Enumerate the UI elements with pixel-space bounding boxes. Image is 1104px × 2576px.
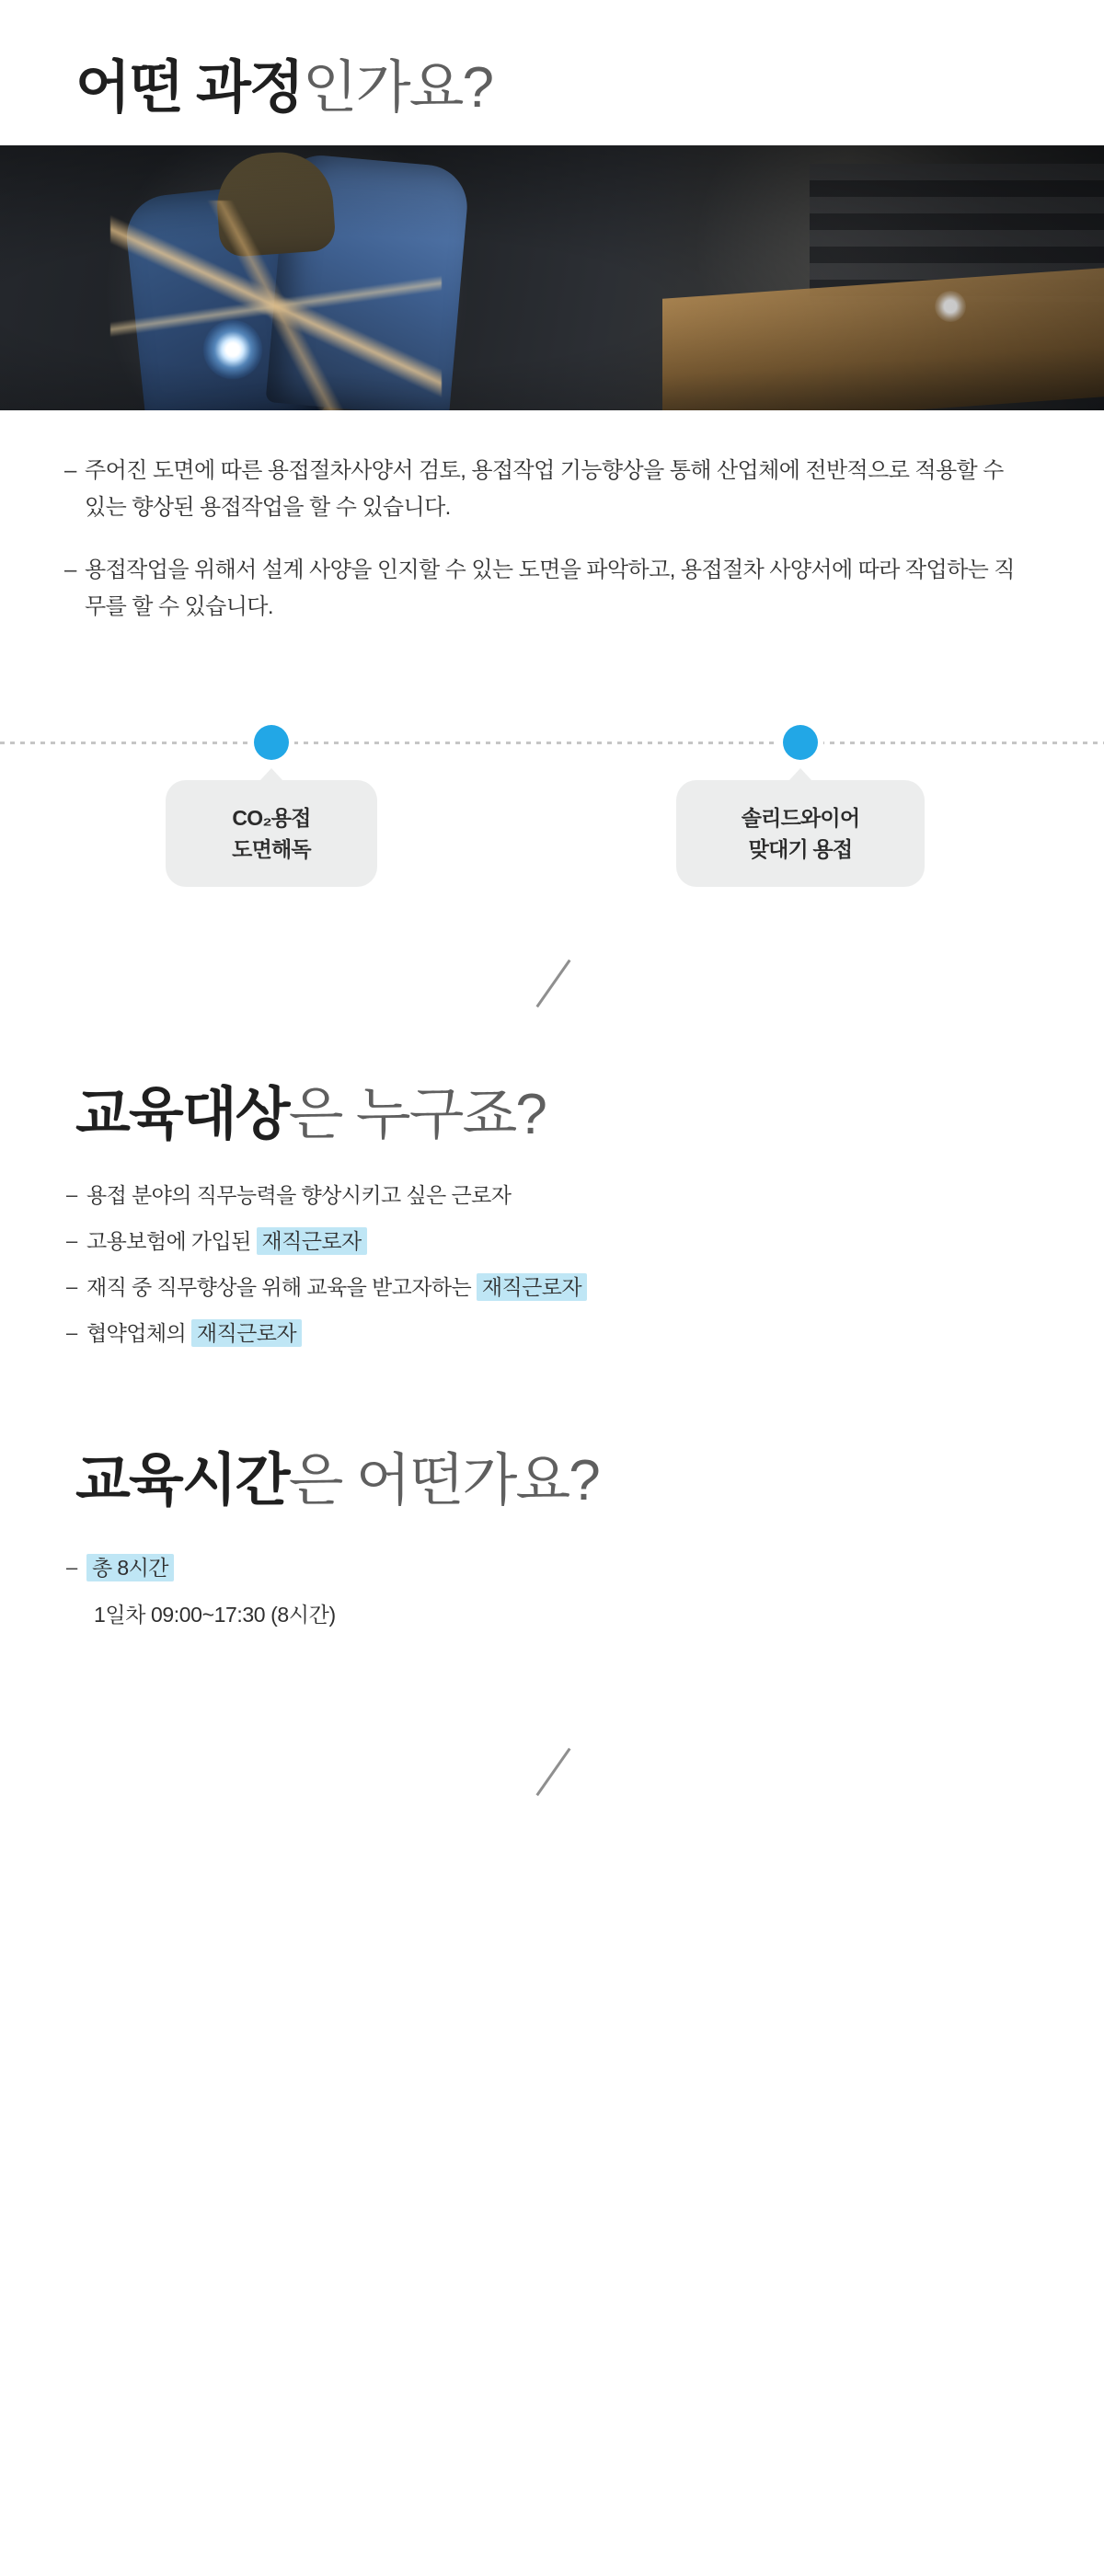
bottom-spacer (0, 1808, 1104, 1918)
page-title-hours (0, 1362, 1104, 1544)
timeline-bubble-line1: 솔리드와이어 (741, 806, 860, 831)
dash-marker: – (64, 558, 77, 583)
course-description-text: 주어진 도면에 따른 용접절차사양서 검토, 용접작업 기능향상을 통해 산업체에 전반적으로 적용할 수 있는 향상된 용접작업을 할 수 있습니다. (85, 458, 1004, 521)
page-title-hours-strong: 교육시간 (75, 1449, 289, 1513)
dash-marker: – (66, 1275, 78, 1299)
hours-detail-text: 1일차 09:00~17:30 (8시간) (94, 1602, 336, 1627)
dash-marker: – (66, 1229, 78, 1253)
section-divider-bottom (0, 1743, 1104, 1808)
dash-marker: – (66, 1321, 78, 1345)
dash-marker: – (66, 1183, 78, 1207)
hero-vignette (0, 145, 1104, 410)
list-item (66, 1178, 1049, 1213)
timeline-node (676, 725, 925, 887)
total-hours-text (86, 1550, 174, 1585)
list-item-text-pre: 고용보험에 가입된 (86, 1229, 257, 1254)
list-item (66, 1316, 1049, 1351)
curriculum-timeline (0, 679, 1104, 955)
timeline-bubble-line2: 도면해독 (232, 837, 311, 862)
page-title-hours-light: 은 어떤가요? (288, 1449, 599, 1513)
list-item-text (86, 1270, 587, 1305)
list-item-text-pre: 협약업체의 (86, 1321, 191, 1346)
list-item-highlight: 재직근로자 (257, 1227, 367, 1255)
page-title-target-light: 은 누구죠? (288, 1083, 546, 1147)
timeline-bubble-line1: CO₂용접 (232, 806, 311, 831)
target-audience-list (0, 1178, 1104, 1351)
section-divider-top (0, 955, 1104, 1019)
page-title-course-light: 인가요? (302, 56, 492, 120)
dash-marker: – (64, 458, 77, 484)
course-description-item (64, 552, 1021, 626)
list-item-text (86, 1316, 302, 1351)
training-hours-block (0, 1545, 1104, 1633)
hero-image-welding (0, 145, 1104, 410)
list-item (66, 1270, 1049, 1305)
timeline-bubble (166, 780, 377, 887)
timeline-node (166, 725, 377, 887)
timeline-bubble (676, 780, 925, 887)
timeline-dot-icon (783, 725, 818, 760)
timeline-bubble-line2: 맞대기 용접 (748, 837, 853, 862)
total-hours-highlight: 총 8시간 (86, 1554, 174, 1581)
page-title-target-strong: 교육대상 (75, 1083, 289, 1147)
dash-marker: – (66, 1555, 78, 1579)
list-item-text-pre: 재직 중 직무향상을 위해 교육을 받고자하는 (86, 1275, 477, 1300)
list-item-highlight: 재직근로자 (191, 1319, 302, 1347)
course-description-item (64, 453, 1021, 526)
list-item-text (86, 1224, 367, 1259)
course-description-text: 용접작업을 위해서 설계 사양을 인지할 수 있는 도면을 파악하고, 용접절차 사양서에 따라 작업하는 직무를 할 수 있습니다. (85, 558, 1015, 620)
timeline-dot-icon (254, 725, 289, 760)
list-item (66, 1550, 1049, 1585)
list-item-text (86, 1178, 511, 1213)
page-title-course (0, 0, 1104, 145)
course-description-list (0, 410, 1104, 626)
page-title-target (0, 1019, 1104, 1178)
list-item-highlight: 재직근로자 (477, 1273, 587, 1301)
page-title-course-strong: 어떤 과정 (75, 56, 303, 120)
slash-divider-icon (528, 955, 576, 1003)
list-item-text-pre: 용접 분야의 직무능력을 향상시키고 싶은 근로자 (86, 1183, 512, 1208)
list-item (66, 1224, 1049, 1259)
slash-divider-icon (528, 1743, 576, 1791)
